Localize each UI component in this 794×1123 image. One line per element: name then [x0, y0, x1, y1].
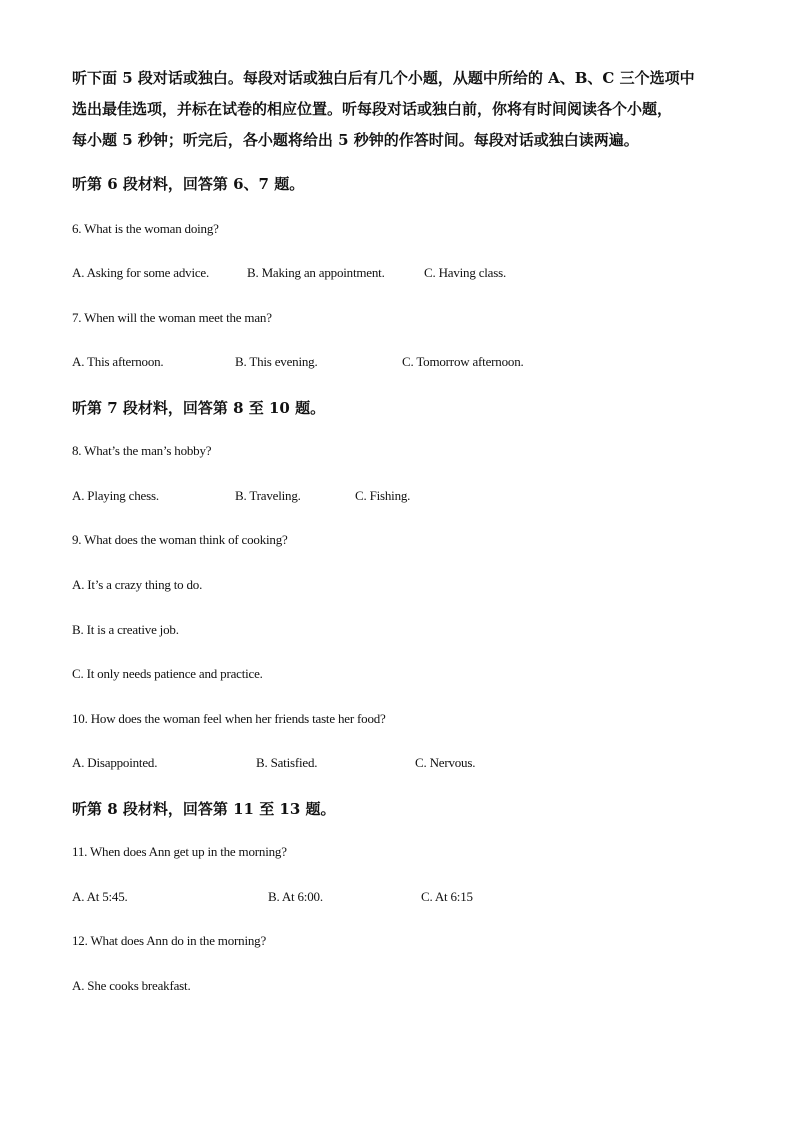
- option-9c: C. It only needs patience and practice.: [72, 666, 263, 681]
- option-9b: B. It is a creative job.: [72, 622, 179, 637]
- option-7a: A. This afternoon.: [72, 354, 164, 369]
- question-11: 11. When does Ann get up in the morning?: [72, 844, 287, 859]
- section-heading: 听第 7 段材料，回答第 8 至 10 题。: [72, 399, 326, 417]
- question-7: 7. When will the woman meet the man?: [72, 310, 272, 325]
- listening-instructions: [72, 63, 732, 156]
- option-11c: C. At 6:15: [421, 889, 473, 904]
- option-10a: A. Disappointed.: [72, 755, 158, 770]
- option-7c: C. Tomorrow afternoon.: [402, 354, 524, 369]
- question-8: 8. What’s the man’s hobby?: [72, 443, 212, 458]
- option-8b: B. Traveling.: [235, 488, 301, 503]
- option-8a: A. Playing chess.: [72, 488, 159, 503]
- question-6: 6. What is the woman doing?: [72, 221, 219, 236]
- instruction-line: 选出最佳选项，并标在试卷的相应位置。听每段对话或独白前，你将有时间阅读各个小题，: [72, 100, 673, 118]
- option-6b: B. Making an appointment.: [247, 265, 385, 280]
- instruction-line: 听下面 5 段对话或独白。每段对话或独白后有几个小题，从题中所给的 A、B、C 三个选项中: [72, 69, 695, 87]
- option-7b: B. This evening.: [235, 354, 318, 369]
- option-10c: C. Nervous.: [415, 755, 476, 770]
- option-8c: C. Fishing.: [355, 488, 411, 503]
- option-11b: B. At 6:00.: [268, 889, 323, 904]
- option-6c: C. Having class.: [424, 265, 507, 280]
- option-11a: A. At 5:45.: [72, 889, 128, 904]
- option-9a: A. It’s a crazy thing to do.: [72, 577, 203, 592]
- option-12a: A. She cooks breakfast.: [72, 978, 191, 993]
- question-9: 9. What does the woman think of cooking?: [72, 532, 288, 547]
- option-10b: B. Satisfied.: [256, 755, 318, 770]
- question-10: 10. How does the woman feel when her friends taste her food?: [72, 711, 386, 726]
- question-12: 12. What does Ann do in the morning?: [72, 933, 267, 948]
- section-heading: 听第 8 段材料，回答第 11 至 13 题。: [72, 800, 336, 818]
- section-heading: 听第 6 段材料，回答第 6、7 题。: [72, 175, 305, 193]
- instruction-line: 每小题 5 秒钟；听完后，各小题将给出 5 秒钟的作答时间。每段对话或独白读两遍。: [72, 131, 639, 149]
- option-6a: A. Asking for some advice.: [72, 265, 210, 280]
